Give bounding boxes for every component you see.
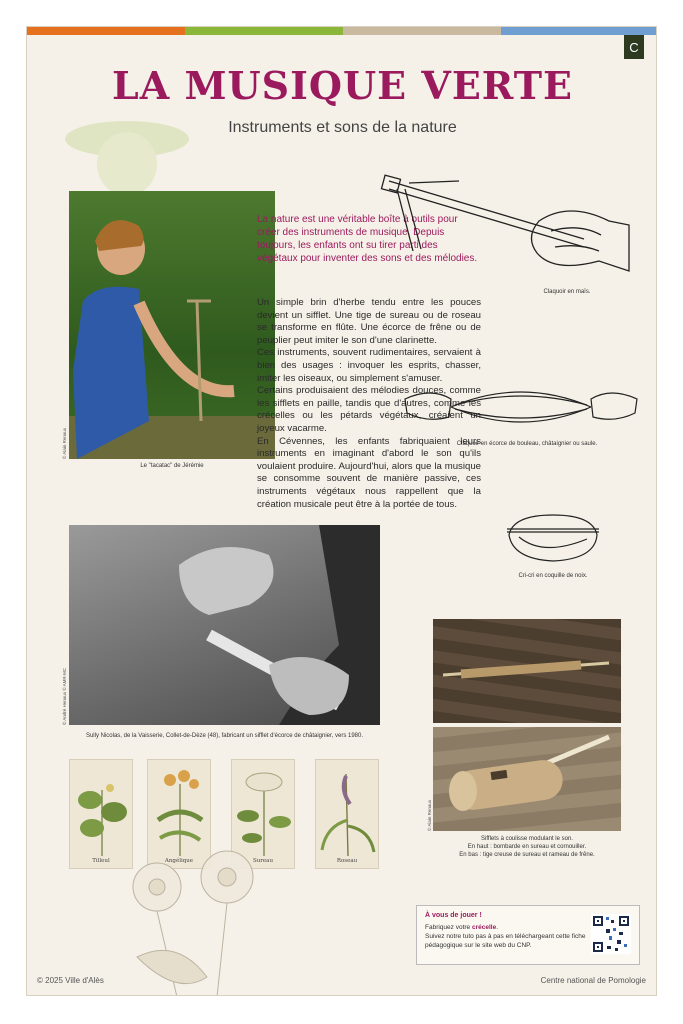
boy-figure — [69, 191, 275, 459]
callout-line2: Suivez notre tuto pas à pas en téléchargeant cette fiche pédagogique sur le site web du CNP. — [425, 933, 586, 949]
color-stripe-beige — [343, 27, 501, 35]
claquoir-ecorce-sketch — [401, 377, 641, 437]
roseau-illustration — [316, 760, 380, 870]
hands-photo-credit: © André Henaux © AMR-MC — [62, 667, 67, 725]
sifflet-figure — [433, 727, 621, 831]
sifflets-caption-line: Sifflets à coulisse modulant le son. — [481, 836, 573, 842]
hands-photo-caption: Sully Nicolas, de la Vaisserie, Collet-de-Dèze (48), fabricant un sifflet d'écorce de châtaignier, vers 1980. — [85, 733, 364, 739]
body-paragraph: En Cévennes, les enfants fabriquaient leurs instruments en imaginant d'abord le son qu'ils voulaient produire. Aujourd'hui, alors que la musique se consomme souvent de manière passive, ces instruments végétaux nous rappellent que la création musicale peut être à la portée de tous. — [257, 435, 481, 510]
hands-figure — [69, 525, 380, 725]
boy-photo — [69, 191, 275, 459]
color-stripe-orange — [27, 27, 185, 35]
cricri-sketch — [503, 507, 603, 567]
plate-name: Roseau — [336, 858, 358, 864]
sifflets-caption-line: En bas : tige creuse de sureau et rameau de frêne. — [459, 852, 595, 858]
section-badge: C — [624, 35, 644, 59]
callout-crecelle: crécelle — [471, 924, 497, 931]
sifflets-caption — [433, 835, 621, 859]
sifflets-photo-credit: © Alain Renaux — [427, 799, 432, 831]
sifflet-photo — [433, 727, 621, 831]
sifflets-caption-line: En haut : bombarde en sureau et cornouiller. — [467, 844, 587, 850]
color-stripe-blue — [501, 27, 657, 35]
claquoir-mais-caption: Claquoir en maïs. — [543, 289, 591, 295]
color-stripe-green — [185, 27, 343, 35]
callout-line1-prefix: Fabriquez votre — [425, 924, 472, 931]
boy-photo-caption: Le "tacatac" de Jérémie — [140, 463, 204, 469]
callout-text — [425, 923, 590, 950]
cricri-caption: Cri-cri en coquille de noix. — [518, 573, 588, 579]
bombarde-photo — [433, 619, 621, 723]
bombarde-figure — [433, 619, 621, 723]
claquoir-mais-sketch — [379, 161, 641, 281]
plate-name: Sureau — [252, 858, 273, 864]
plate-name: Tilleul — [92, 858, 110, 864]
page-subtitle: Instruments et sons de la nature — [228, 119, 457, 136]
hands-photo — [69, 525, 380, 725]
activity-callout — [416, 905, 640, 965]
page-title: LA MUSIQUE VERTE — [112, 63, 573, 108]
footer-copyright: © 2025 Ville d'Alès — [37, 976, 104, 985]
plate-name: Angélique — [164, 858, 194, 864]
footer-organization: Centre national de Pomologie — [540, 976, 646, 985]
body-paragraph: Un simple brin d'herbe tendu entre les pouces devient un sifflet. Une tige de sureau ou de roseau se transforme en flûte. Une écorce de frêne ou de peuplier peut imiter le son d'une clarinette. — [257, 297, 481, 346]
decorative-flowers — [117, 847, 317, 996]
body-paragraph: Ces instruments, souvent rudimentaires, servaient à bien des usages : invoquer les esprits, chasser, imiter les oiseaux, ou simplement s'amuser. — [257, 347, 481, 384]
boy-photo-credit: © Alain Renaux — [62, 427, 67, 459]
poster-panel — [26, 26, 657, 996]
callout-heading: À vous de jouer ! — [425, 912, 482, 919]
body-paragraph: Certains produisaient des mélodies douces, comme les sifflets en paille, tandis que d'autres, comme les crécelles ou les pétards végétaux, créaient un joyeux vacarme. — [257, 385, 481, 434]
qr-code-icon[interactable] — [591, 914, 631, 954]
plate-roseau — [315, 759, 379, 869]
callout-line1-suffix: . — [496, 924, 498, 931]
claquoir-ecorce-caption: Claquoir en écorce de bouleau, châtaignier ou saule. — [456, 441, 598, 447]
intro-text: La nature est une véritable boîte à outils pour créer des instruments de musique. Depuis toujours, les enfants ont su tirer parti des végétaux pour inventer des sons et des mélodies. — [257, 214, 478, 264]
